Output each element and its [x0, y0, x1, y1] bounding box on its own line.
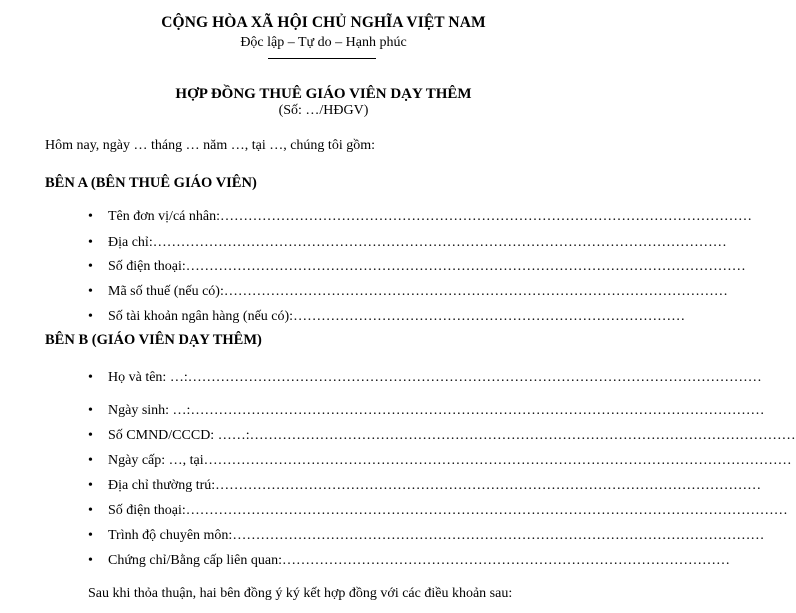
closing-statement: Sau khi thỏa thuận, hai bên đồng ý ký kết hợp đồng với các điều khoản sau:: [88, 586, 513, 601]
bullet-icon: •: [88, 370, 93, 385]
field-label: Ngày sinh: …:: [108, 403, 191, 418]
party-b-heading: BÊN B (GIÁO VIÊN DẠY THÊM): [45, 332, 262, 348]
party-b-birthdate-field: [108, 403, 765, 419]
party-a-heading: BÊN A (BÊN THUÊ GIÁO VIÊN): [45, 175, 257, 191]
field-label: Số tài khoản ngân hàng (nếu có):: [108, 309, 294, 324]
field-dots: ……………………………………………………………………………………………………………: [190, 403, 765, 418]
field-dots: ……………………………………………………………………………………: [282, 553, 730, 568]
bullet-icon: •: [88, 503, 93, 518]
party-b-qualification-field: [108, 528, 765, 544]
bullet-icon: •: [88, 209, 93, 224]
field-dots: ……………………………………………………………………………………………………: [219, 209, 752, 224]
field-label: Số điện thoại:: [108, 259, 186, 274]
bullet-icon: •: [88, 309, 93, 324]
party-b-phone-field: [108, 503, 788, 519]
bullet-icon: •: [88, 403, 93, 418]
contract-title: HỢP ĐỒNG THUÊ GIÁO VIÊN DẠY THÊM: [175, 86, 472, 102]
field-dots: ………………………………………………………………………………………………………: [215, 478, 762, 493]
field-label: Địa chỉ:: [108, 235, 153, 250]
bullet-icon: •: [88, 259, 93, 274]
field-dots: ……………………………………………………………………………………………………………: [152, 235, 727, 250]
motto-underline-divider: [268, 58, 376, 59]
field-label: Địa chỉ thường trú:: [108, 478, 216, 493]
contract-number: (Số: …/HĐGV): [278, 103, 369, 118]
party-a-address-field: [108, 235, 727, 251]
field-label: Mã số thuế (nếu có):: [108, 284, 224, 299]
party-b-fullname-field: [108, 370, 762, 386]
field-dots: ………………………………………………………………………………………………………………: [203, 453, 792, 468]
bullet-icon: •: [88, 428, 93, 443]
party-b-issue-date-field: [108, 453, 792, 469]
field-dots: …………………………………………………………………………………………………………: [185, 259, 746, 274]
party-a-bank-account-field: [108, 309, 686, 325]
field-dots: ………………………………………………………………………………………………………: [249, 428, 796, 443]
party-a-name-field: [108, 209, 752, 225]
field-label: Chứng chỉ/Bằng cấp liên quan:: [108, 553, 282, 568]
bullet-icon: •: [88, 528, 93, 543]
party-b-permanent-address-field: [108, 478, 762, 494]
bullet-icon: •: [88, 284, 93, 299]
party-b-id-number-field: [108, 428, 796, 444]
field-label: Tên đơn vị/cá nhân:: [108, 209, 220, 224]
field-label: Số điện thoại:: [108, 503, 186, 518]
bullet-icon: •: [88, 235, 93, 250]
field-label: Trình độ chuyên môn:: [108, 528, 233, 543]
bullet-icon: •: [88, 553, 93, 568]
party-a-phone-field: [108, 259, 746, 275]
field-dots: ……………………………………………………………………………………………………………: [187, 370, 762, 385]
contract-intro: Hôm nay, ngày … tháng … năm …, tại …, chúng tôi gồm:: [45, 138, 375, 153]
national-title: CỘNG HÒA XÃ HỘI CHỦ NGHĨA VIỆT NAM: [161, 14, 486, 31]
field-dots: ………………………………………………………………………………………………: [223, 284, 728, 299]
field-dots: …………………………………………………………………………: [293, 309, 686, 324]
national-motto: Độc lập – Tự do – Hạnh phúc: [240, 35, 407, 50]
field-label: Số CMND/CCCD: ……:: [108, 428, 250, 443]
field-dots: ……………………………………………………………………………………………………: [232, 528, 765, 543]
party-a-tax-code-field: [108, 284, 728, 300]
field-dots: …………………………………………………………………………………………………………………: [185, 503, 788, 518]
bullet-icon: •: [88, 453, 93, 468]
field-label: Ngày cấp: …, tại: [108, 453, 204, 468]
party-b-certificates-field: [108, 553, 730, 569]
field-label: Họ và tên: …:: [108, 370, 188, 385]
bullet-icon: •: [88, 478, 93, 493]
